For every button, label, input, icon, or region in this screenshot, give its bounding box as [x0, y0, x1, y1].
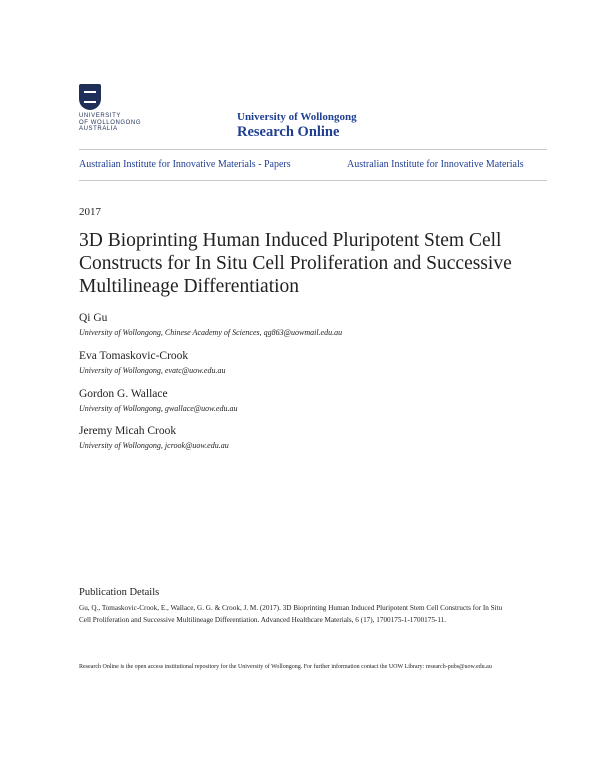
publication-year: 2017 [79, 206, 101, 218]
author-block [79, 388, 237, 413]
author-affiliation: University of Wollongong, Chinese Academy of Sciences, qg863@uowmail.edu.au [79, 328, 343, 337]
logo-text-line: OF WOLLONGONG [79, 119, 142, 126]
top-divider [79, 149, 547, 150]
university-link[interactable]: University of Wollongong [237, 111, 357, 123]
author-affiliation: University of Wollongong, evatc@uow.edu.au [79, 366, 226, 375]
collection-papers-link[interactable]: Australian Institute for Innovative Materials - Papers [79, 159, 291, 170]
author-affiliation: University of Wollongong, jcrook@uow.edu.au [79, 441, 229, 450]
author-block [79, 425, 229, 450]
institute-link[interactable]: Australian Institute for Innovative Materials [347, 159, 524, 170]
publication-details-heading: Publication Details [79, 587, 160, 598]
bottom-divider [79, 180, 547, 181]
repository-link[interactable]: Research Online [237, 124, 340, 140]
author-name[interactable]: Qi Gu [79, 312, 108, 324]
logo-text-line: UNIVERSITY [79, 113, 122, 119]
author-name[interactable]: Jeremy Micah Crook [79, 425, 177, 437]
author-block [79, 350, 225, 375]
author-affiliation: University of Wollongong, gwallace@uow.edu.au [79, 404, 238, 413]
author-block [79, 312, 342, 337]
logo-text-line: AUSTRALIA [79, 126, 118, 132]
repository-footer-text: Research Online is the open access institutional repository for the University of Wollongong. For further information contact the UOW Library: research-pubs@uow.edu.au [79, 664, 492, 670]
crest-icon [79, 84, 101, 110]
logo-text [79, 113, 149, 133]
author-name[interactable]: Eva Tomaskovic-Crook [79, 350, 189, 362]
paper-title: 3D Bioprinting Human Induced Pluripotent Stem Cell Constructs for In Situ Cell Proliferation and Successive Multilineage Differentiation [79, 230, 512, 297]
university-logo[interactable] [79, 84, 149, 133]
author-name[interactable]: Gordon G. Wallace [79, 388, 168, 400]
publication-details-text: Gu, Q., Tomaskovic-Crook, E., Wallace, G. G. & Crook, J. M. (2017). 3D Bioprinting Human Induced Pluripotent Stem Cell Constructs for In Situ Cell Proliferation and Successive Multilineage Differentiation. Advanced Healthcare Materials, 6 (17), 1700175-1-1700175-11. [79, 604, 503, 624]
repository-header [237, 111, 357, 141]
